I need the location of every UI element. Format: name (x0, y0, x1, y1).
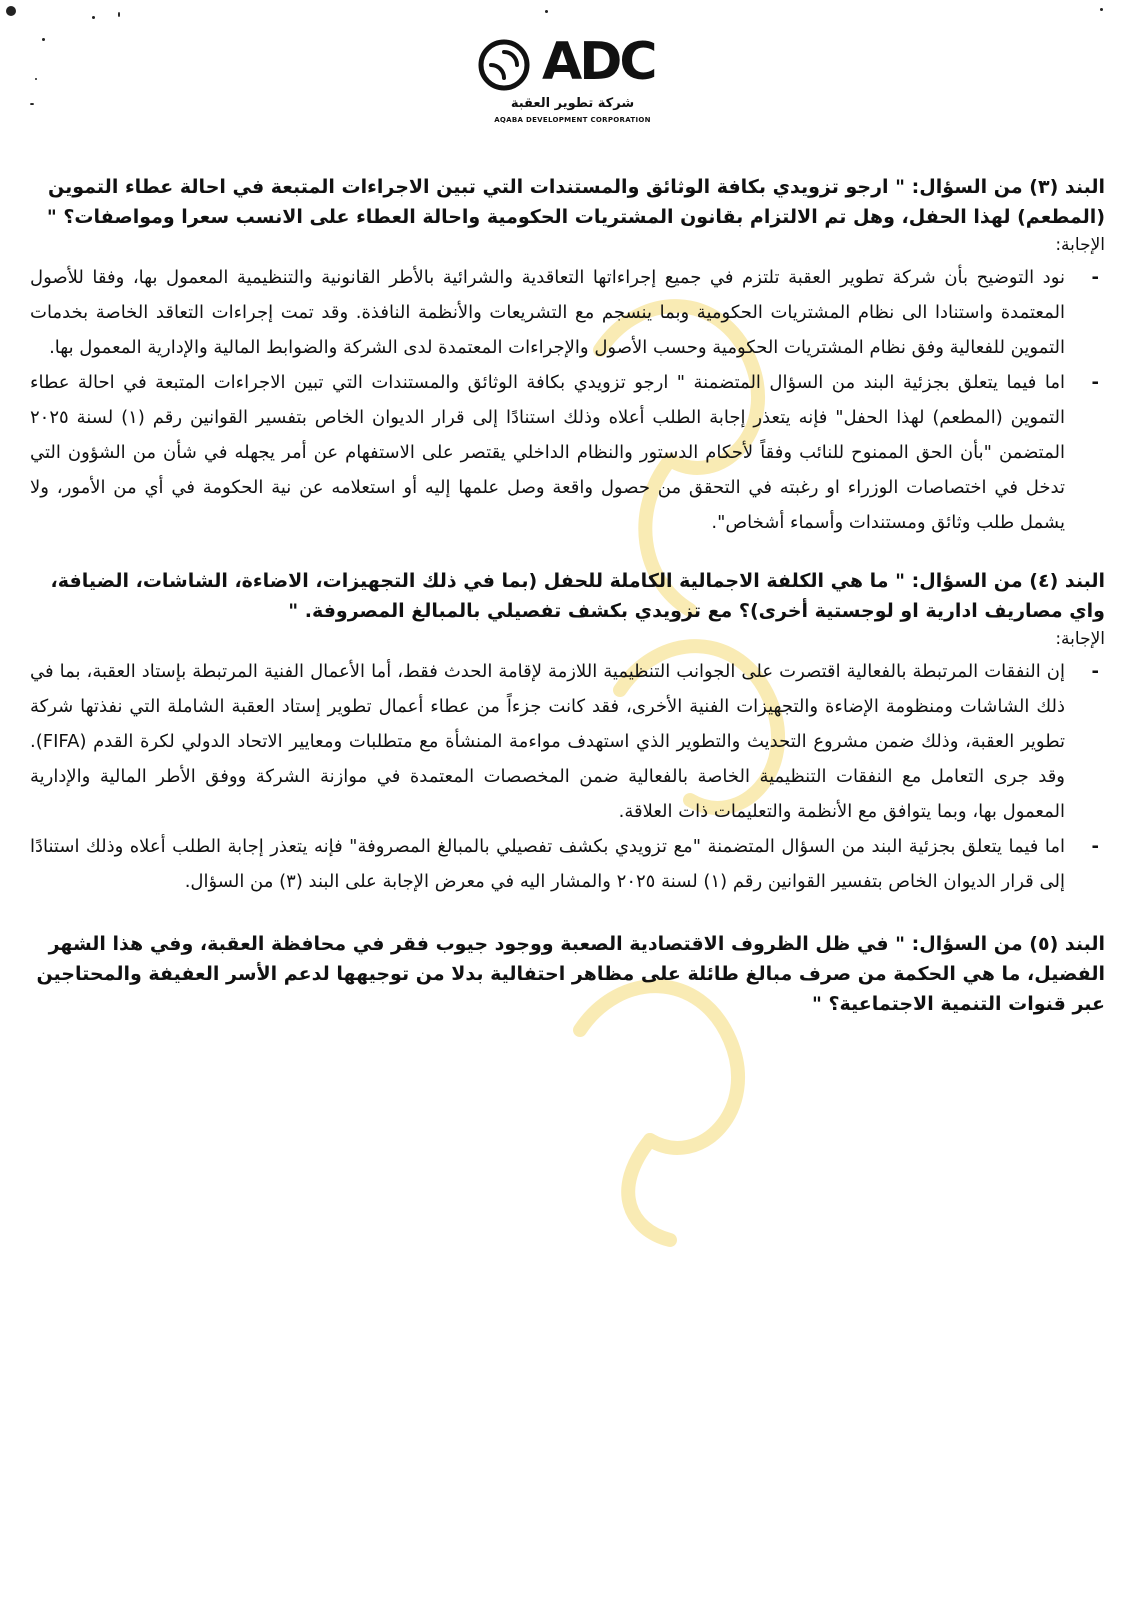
logo-swirl-icon (470, 36, 538, 94)
logo-abbreviation: ADC (542, 32, 655, 92)
answer-list (30, 654, 1105, 899)
logo-english-name: AQABA DEVELOPMENT CORPORATION (494, 116, 651, 124)
answer-list (30, 260, 1105, 540)
answer-label: الإجابة: (1055, 629, 1105, 649)
question-section-5 (30, 929, 1105, 1019)
logo-arabic-name: شركة تطوير العقبة (510, 96, 635, 111)
question-text: البند (٣) من السؤال: " ارجو تزويدي بكافة الوثائق والمستندات التي تبين الاجراءات المتبعة في احالة عطاء التموين (المطعم) لهذا الحفل، وهل تم الالتزام بقانون المشتريات الحكومية واحالة العطاء على الانسب سعرا ومواصفات؟ " (46, 176, 1105, 228)
answer-item: - اما فيما يتعلق بجزئية البند من السؤال المتضمنة "مع تزويدي بكشف تفصيلي بالمبالغ المصروفة" فإنه يتعذر إجابة الطلب أعلاه وذلك استنادًا إلى قرار الديوان الخاص بتفسير القوانين رقم (١) لسنة ٢٠٢٥ والمشار اليه في معرض الإجابة على البند (٣) من السؤال. (30, 829, 1105, 899)
question-text: البند (٤) من السؤال: " ما هي الكلفة الاجمالية الكاملة للحفل (بما في ذلك التجهيزات، الاضاءة، الشاشات، الضيافة، واي مصاريف ادارية او لوجستية أخرى)؟ مع تزويدي بكشف تفصيلي بالمبالغ المصروفة. " (50, 570, 1105, 622)
answer-item: - اما فيما يتعلق بجزئية البند من السؤال المتضمنة " ارجو تزويدي بكافة الوثائق والمستندات التي تبين الاجراءات المتبعة في احالة عطاء التموين (المطعم) لهذا الحفل" فإنه يتعذر إجابة الطلب أعلاه وذلك استنادًا إلى قرار الديوان الخاص بتفسير القوانين رقم (١) لسنة ٢٠٢٥ المتضمن "بأن الحق الممنوح للنائب وفقاً لأحكام الدستور والنظام الداخلي يقتصر على الاستفهام عن أمر يجهله في شأن من الشؤون التي تدخل في اختصاصات الوزراء او رغبته في التحقق من حصول واقعة وصل علمها إليه أو استعلامه عن نية الحكومة في أي من الأمور، ولا يشمل طلب وثائق ومستندات وأسماء أشخاص". (30, 365, 1105, 540)
answer-item: - نود التوضيح بأن شركة تطوير العقبة تلتزم في جميع إجراءاتها التعاقدية والشرائية بالأطر القانونية والتنظيمية المعمول بها، وفقا للأصول المعتمدة واستنادا الى نظام المشتريات الحكومية وبما ينسجم مع التشريعات والأنظمة النافذة. وقد تمت إجراءات التعاقد الخاصة بخدمات التموين للفعالية وفق نظام المشتريات الحكومية وحسب الأصول والإجراءات المعتمدة لدى الشركة والضوابط المالية والإدارية المعمول بها. (30, 260, 1105, 365)
company-logo (470, 32, 680, 136)
document-body (30, 172, 1105, 1019)
question-text: البند (٥) من السؤال: " في ظل الظروف الاقتصادية الصعبة ووجود جيوب فقر في محافظة العقبة، وفي هذا الشهر الفضيل، ما هي الحكمة من صرف مبالغ طائلة على مظاهر احتفالية بدلا من توجيهها لدعم الأسر العفيفة والمحتاجين عبر قنوات التنمية الاجتماعية؟ " (36, 933, 1105, 1015)
question-section-3 (30, 172, 1105, 540)
answer-item: - إن النفقات المرتبطة بالفعالية اقتصرت على الجوانب التنظيمية اللازمة لإقامة الحدث فقط، أما الأعمال الفنية المرتبطة بإستاد العقبة، بما في ذلك الشاشات ومنظومة الإضاءة والتجهيزات الفنية الأخرى، فقد كانت جزءاً من عطاء أعمال تطوير إستاد العقبة الشاملة التي نفذتها شركة تطوير العقبة، وذلك ضمن مشروع التحديث والتطوير الذي استهدف مواءمة المنشأة مع متطلبات ومعايير الاتحاد الدولي لكرة القدم (FIFA). وقد جرى التعامل مع النفقات التنظيمية الخاصة بالفعالية ضمن المخصصات المعتمدة في موازنة الشركة ووفق الأطر المالية والإدارية المعمول بها، وبما يتوافق مع الأنظمة والتعليمات ذات العلاقة. (30, 654, 1105, 829)
answer-label: الإجابة: (1055, 235, 1105, 255)
question-section-4 (30, 566, 1105, 899)
